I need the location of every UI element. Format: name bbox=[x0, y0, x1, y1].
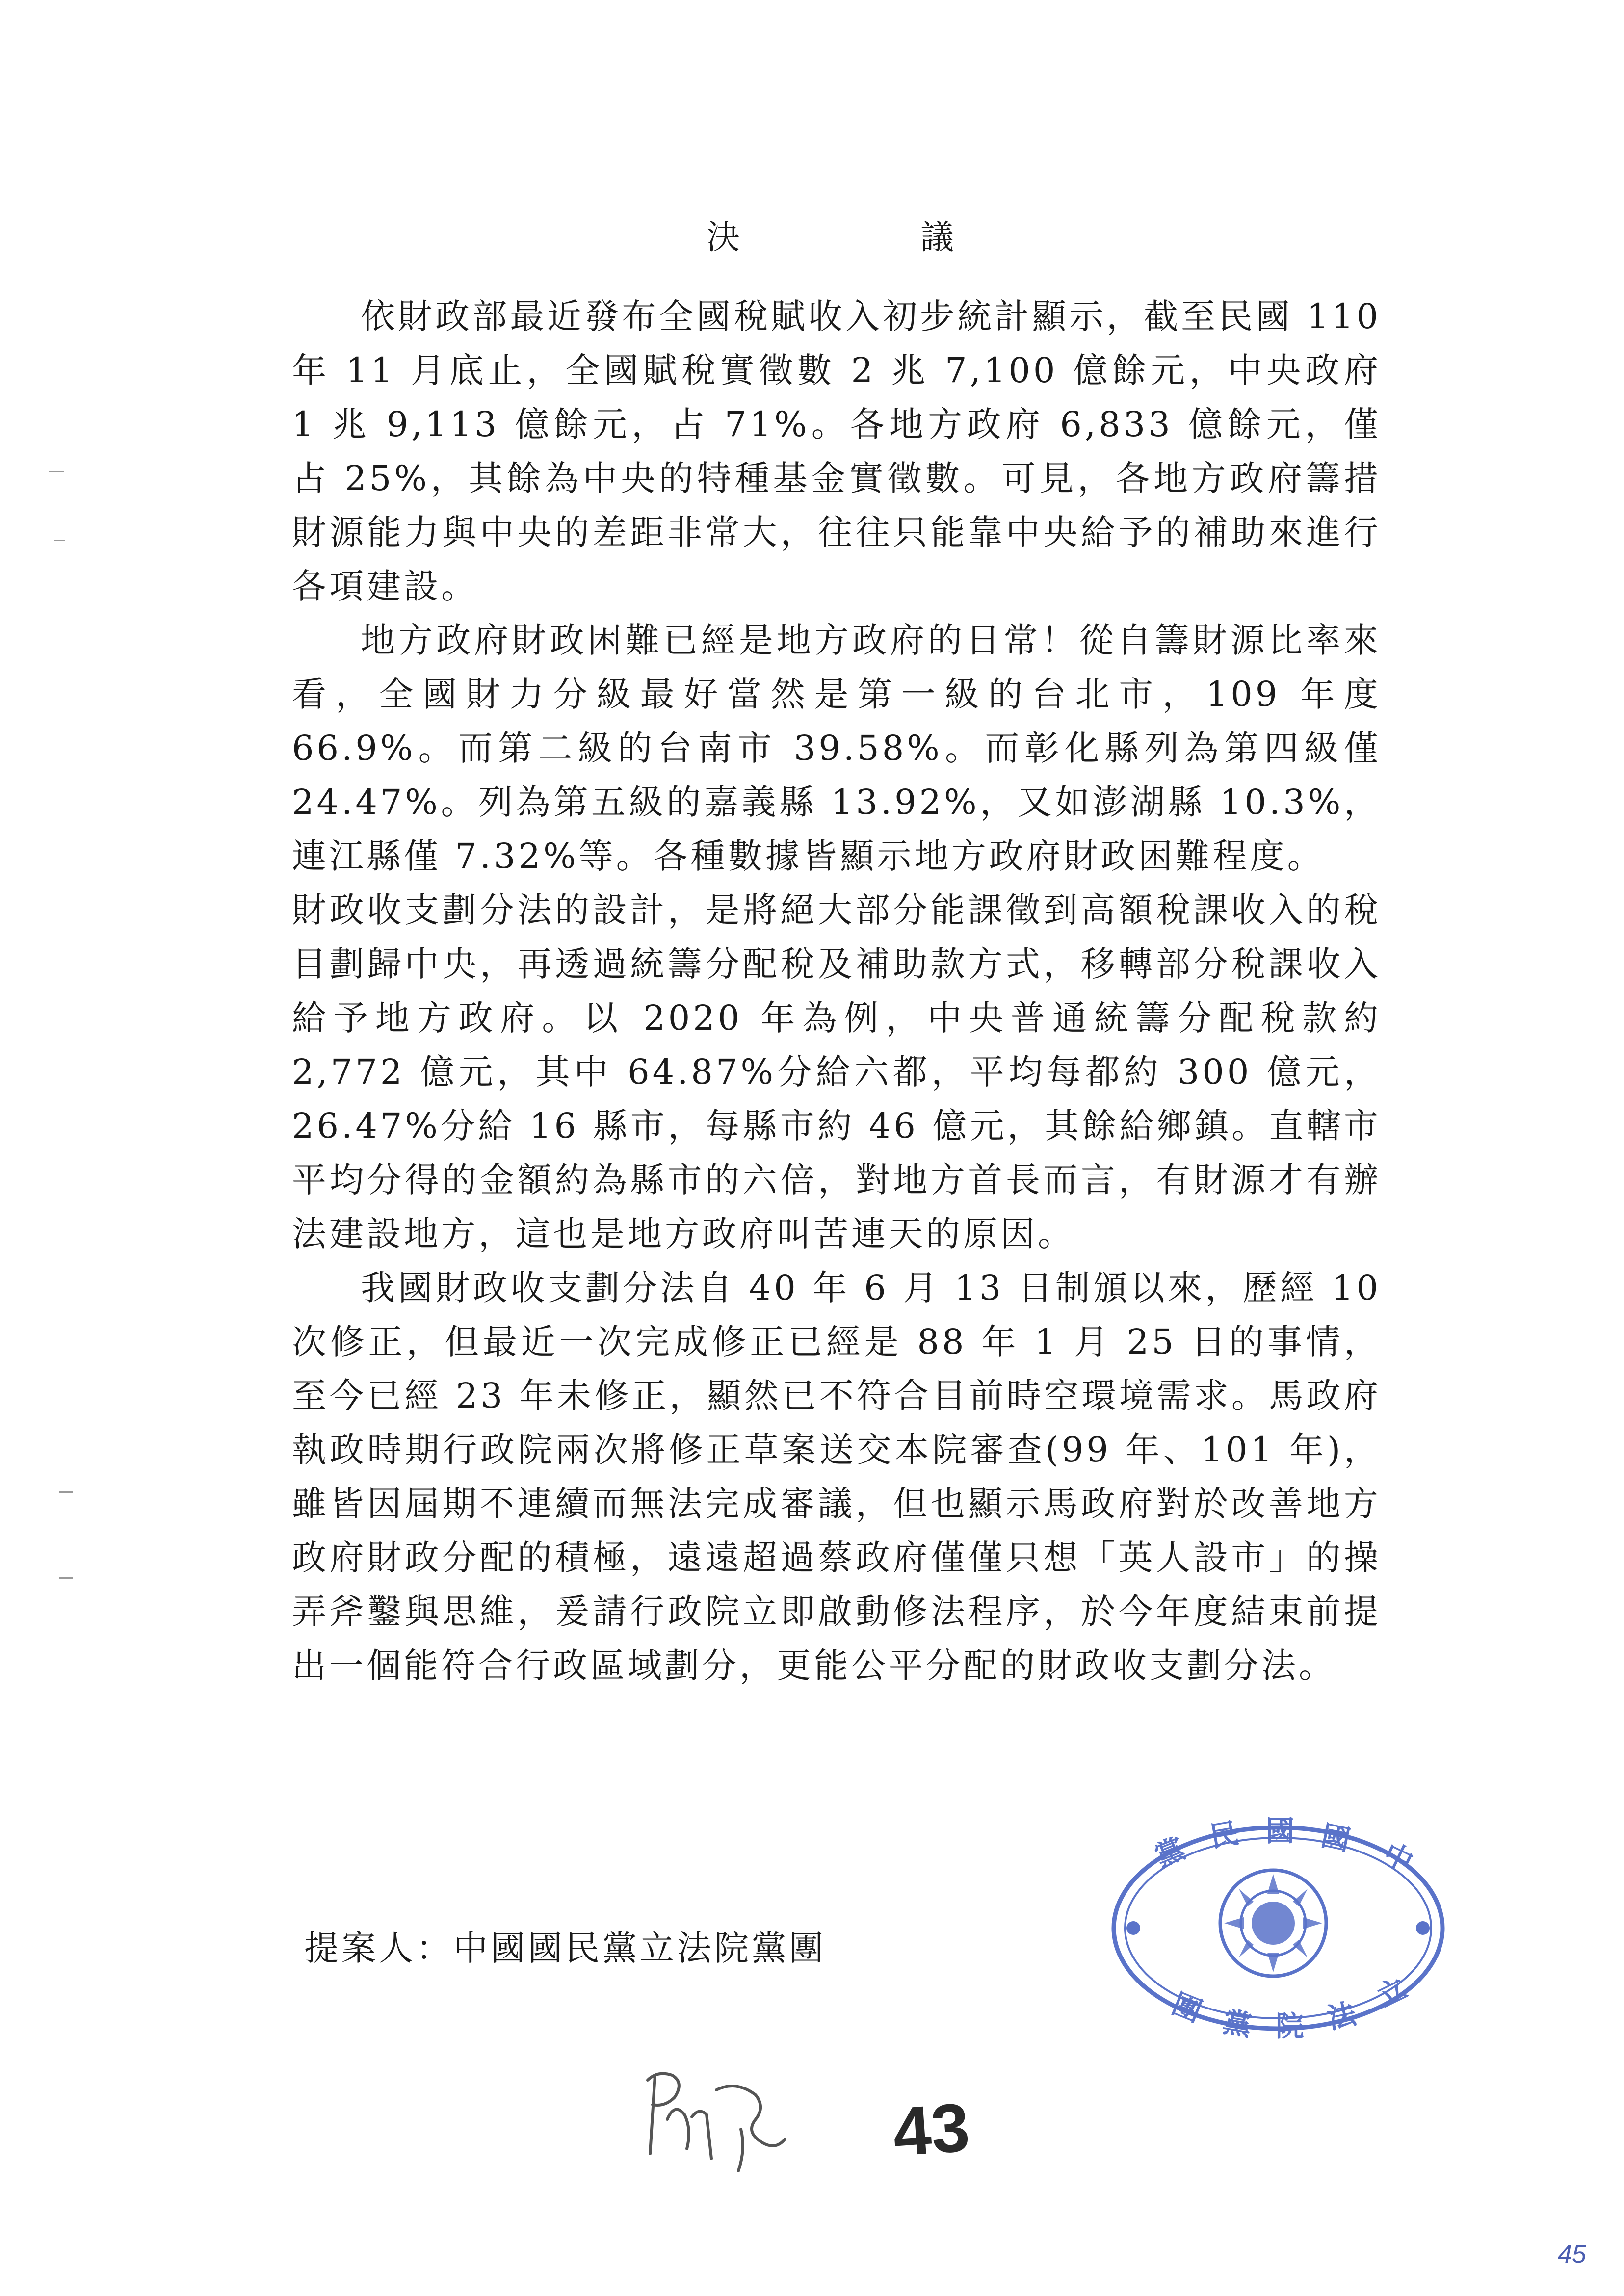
document-title: 決 議 bbox=[707, 218, 1028, 257]
svg-text:國: 國 bbox=[1318, 1819, 1353, 1857]
svg-text:民: 民 bbox=[1207, 1816, 1241, 1854]
svg-text:團: 團 bbox=[1167, 1986, 1207, 2029]
paragraph-allocation-design: 財政收支劃分法的設計，是將絕大部分能課徵到高額稅課收入的稅目劃歸中央，再透過統籌分配稅及補助款方式，移轉部分稅課收入給予地方政府。以 2020 年為例，中央普通統籌分配稅款約 2,772 億元，其中 64.87%分給六都，平均每都約 300 億元，26.47%分給 16 縣市，每縣市約 46 億元，其餘給鄉鎮。直轄市平均分得的金額約為縣市的六倍，對地方首長而言，有財源才有辦法建設地方，這也是地方政府叫苦連天的原因。 bbox=[292, 890, 1381, 1254]
proposer-line: 提案人：中國國民黨立法院黨團 bbox=[304, 1928, 826, 1968]
margin-mark bbox=[49, 471, 64, 472]
svg-text:中: 中 bbox=[1378, 1836, 1418, 1879]
svg-text:立: 立 bbox=[1372, 1971, 1413, 2014]
svg-text:法: 法 bbox=[1324, 1997, 1359, 2035]
svg-text:院: 院 bbox=[1276, 2009, 1305, 2043]
party-caucus-seal bbox=[1106, 1805, 1450, 2051]
resolution-body bbox=[292, 289, 1381, 1693]
paragraph-amendment-history: 我國財政收支劃分法自 40 年 6 月 13 日制頒以來，歷經 10 次修正，但最近一次完成修正已經是 88 年 1 月 25 日的事情，至今已經 23 年未修正，顯然已不符合目前時空環境需求。馬政府執政時期行政院兩次將修正草案送交本院審查(99 年、101 年)，雖皆因屆期不連續而無法完成審議，但也顯示馬政府對於改善地方政府財政分配的積極，遠遠超過蔡政府僅僅只想「英人設市」的操弄斧鑿與思維，爰請行政院立即啟動修法程序，於今年度結束前提出一個能符合行政區域劃分，更能公平分配的財政收支劃分法。 bbox=[292, 1268, 1381, 1686]
paragraph-tax-revenue: 依財政部最近發布全國稅賦收入初步統計顯示，截至民國 110 年 11 月底止，全國賦稅實徵數 2 兆 7,100 億餘元，中央政府 1 兆 9,113 億餘元，占 71%。各地方政府 6,833 億餘元，僅占 25%，其餘為中央的特種基金實徵數。可見，各地方政府籌措財源能力與中央的差距非常大，往往只能靠中央給予的補助來進行各項建設。 bbox=[292, 296, 1381, 606]
paragraph-local-finance: 地方政府財政困難已經是地方政府的日常！從自籌財源比率來看，全國財力分級最好當然是第一級的台北市，109 年度 66.9%。而第二級的台南市 39.58%。而彰化縣列為第四級僅 24.47%。列為第五級的嘉義縣 13.92%，又如澎湖縣 10.3%，連江縣僅 7.32%等。各種數據皆顯示地方政府財政困難程度。 bbox=[292, 620, 1381, 876]
svg-text:黨: 黨 bbox=[1150, 1831, 1190, 1873]
handwritten-page-number: 43 bbox=[890, 2088, 972, 2171]
svg-text:國: 國 bbox=[1266, 1814, 1295, 1848]
svg-text:黨: 黨 bbox=[1220, 2005, 1255, 2043]
margin-mark bbox=[59, 1577, 73, 1579]
handwritten-signature bbox=[638, 2061, 854, 2178]
margin-mark bbox=[54, 540, 65, 541]
corner-page-number: 45 bbox=[1558, 2240, 1586, 2269]
margin-mark bbox=[59, 1491, 73, 1493]
